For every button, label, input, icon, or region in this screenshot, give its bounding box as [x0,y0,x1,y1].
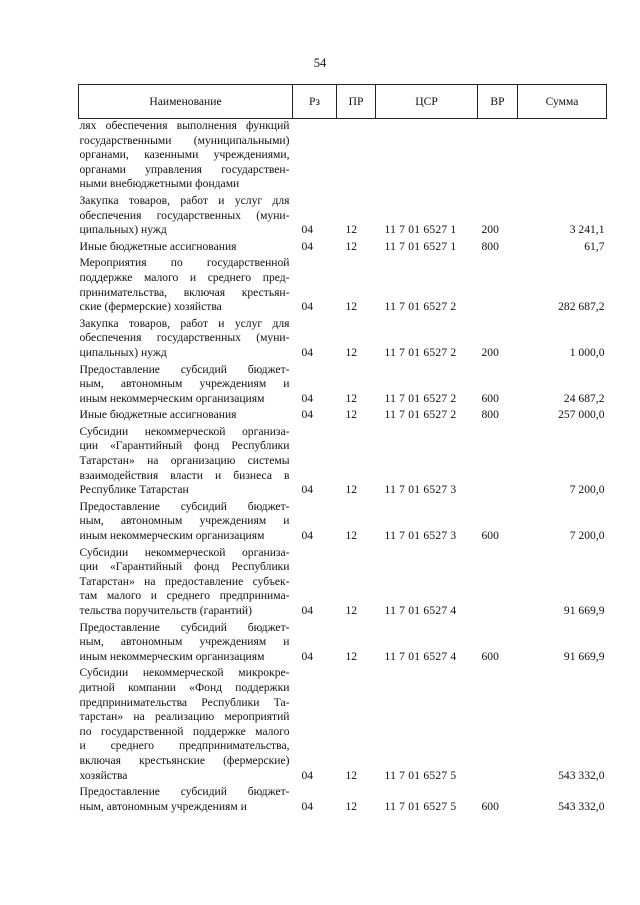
row-rz-cell: 04 [301,483,314,497]
budget-table [78,84,607,816]
row-name-cell [79,119,293,194]
row-name-line: дитной компании «Фонд поддержки [79,680,290,694]
row-name-line: иным некоммерческим организациям [79,391,265,405]
row-vr-cell [478,666,518,785]
row-name-line: государственными (муниципальными) [79,133,290,147]
row-name-line: ным, автономным учреждениям и [79,514,290,528]
row-name-line: Иные бюджетные ассигнования [79,408,237,422]
row-name-line: тарстан» на реализацию мероприятий [79,710,290,724]
column-header-name: Наименование [79,85,293,119]
row-name-cell [79,666,293,785]
row-pr-cell: 12 [345,345,358,359]
table-row [79,363,607,409]
row-name-line: органами, казенными учреждениями, [79,148,290,162]
row-vr-cell: 800 [481,408,499,422]
row-name-line: включая крестьянские (фермерские) [79,753,290,767]
row-name-cell [79,317,293,363]
row-name-line: Предоставление субсидий бюджет- [79,499,290,513]
budget-table-container [78,84,606,816]
row-name-line: ным, автономным учреждениям и [79,799,247,813]
row-name-line: ции «Гарантийный фонд Республики [79,560,290,574]
row-name-line: Татарстан» на организацию системы [79,454,290,468]
row-name-line: Субсидии некоммерческой микрокре- [79,666,290,680]
row-pr-cell: 12 [345,529,358,543]
table-header [79,85,607,119]
table-row [79,425,607,500]
row-name-line: ципальных) нужд [79,345,167,359]
row-rz-cell: 04 [301,239,314,253]
row-name-line: тельства поручительств (гарантий) [79,604,252,617]
row-pr-cell [337,119,376,194]
row-sum-cell: 543 332,0 [558,799,605,813]
row-name-line: Мероприятия по государственной [79,256,290,270]
row-name-line: Предоставление субсидий бюджет- [79,785,290,799]
row-sum-cell: 3 241,1 [569,223,605,237]
row-name-cell [79,194,293,240]
row-name-line: там малого и среднего предпринима- [79,589,290,603]
row-name-cell [79,408,293,425]
row-rz-cell: 04 [301,300,314,314]
row-csr-cell: 11 7 01 6527 3 [384,529,457,543]
row-pr-cell: 12 [345,223,358,237]
row-name-line: Субсидии некоммерческой организа- [79,424,290,438]
table-row [79,194,607,240]
row-csr-cell: 11 7 01 6527 2 [384,345,457,359]
row-csr-cell: 11 7 01 6527 2 [384,300,457,314]
row-name-line: Республике Татарстан [79,483,189,497]
table-row [79,546,607,621]
row-sum-cell: 257 000,0 [558,408,605,422]
row-vr-cell [478,425,518,500]
row-name-cell [79,256,293,316]
row-name-line: принимательства, включая крестьян- [79,285,290,299]
row-csr-cell: 11 7 01 6527 2 [384,391,457,405]
row-pr-cell: 12 [345,391,358,405]
table-row [79,317,607,363]
table-body [79,119,607,817]
table-row [79,666,607,785]
table-row [79,408,607,425]
row-sum-cell: 1 000,0 [569,345,605,359]
row-sum-cell: 7 200,0 [569,529,605,543]
row-vr-cell: 600 [481,391,499,405]
row-name-line: предпринимательства Республики Та- [79,695,290,709]
table-row [79,785,607,816]
row-sum-cell: 543 332,0 [558,768,605,782]
row-vr-cell [478,546,518,621]
row-name-cell [79,425,293,500]
row-name-cell [79,621,293,667]
row-vr-cell [478,119,518,194]
column-header-vr: ВР [478,85,518,119]
row-vr-cell: 600 [481,799,499,813]
row-vr-cell: 600 [481,529,499,543]
row-name-line: поддержке малого и среднего пред- [79,270,290,284]
row-rz-cell: 04 [301,391,314,405]
row-name-line: Предоставление субсидий бюджет- [79,620,290,634]
row-name-cell [79,546,293,621]
row-name-line: хозяйства [79,768,128,782]
row-rz-cell: 04 [301,768,314,782]
row-sum-cell [518,119,607,194]
row-pr-cell: 12 [345,799,358,813]
row-name-line: ские (фермерские) хозяйства [79,300,222,314]
row-pr-cell: 12 [345,483,358,497]
row-sum-cell: 282 687,2 [558,300,605,314]
row-name-line: Закупка товаров, работ и услуг для [79,193,290,207]
row-name-line: взаимодействия власти и бизнеса в [79,468,290,482]
row-name-line: ции «Гарантийный фонд Республики [79,439,290,453]
row-csr-cell: 11 7 01 6527 1 [384,239,457,253]
column-header-csr: ЦСР [376,85,478,119]
row-name-line: и среднего предпринимательства, [79,739,290,753]
row-name-cell [79,240,293,257]
row-rz-cell: 04 [301,649,314,663]
row-vr-cell [478,256,518,316]
row-csr-cell: 11 7 01 6527 4 [384,604,457,617]
row-vr-cell: 200 [481,345,499,359]
row-rz-cell: 04 [301,408,314,422]
row-name-line: по государственной поддержке малого [79,724,290,738]
row-name-line: Татарстан» на предоставление субъек- [79,574,290,588]
row-name-line: Закупка товаров, работ и услуг для [79,316,290,330]
page-number: 54 [313,56,327,70]
row-name-line: ным, автономным учреждениям и [79,377,290,391]
row-vr-cell: 600 [481,649,499,663]
row-rz-cell [293,119,337,194]
row-csr-cell: 11 7 01 6527 1 [384,223,457,237]
row-pr-cell: 12 [345,604,358,617]
row-name-line: лях обеспечения выполнения функций [79,119,290,132]
row-sum-cell: 91 669,9 [563,604,605,617]
row-rz-cell: 04 [301,345,314,359]
row-rz-cell: 04 [301,604,314,617]
row-name-line: Субсидии некоммерческой организа- [79,545,290,559]
row-name-line: обеспечения государственных (муни- [79,208,290,222]
row-sum-cell: 24 687,2 [563,391,605,405]
table-row [79,500,607,546]
row-name-line: Предоставление субсидий бюджет- [79,362,290,376]
row-name-line: ным, автономным учреждениям и [79,635,290,649]
row-name-line: Иные бюджетные ассигнования [79,239,237,253]
row-name-line: обеспечения государственных (муни- [79,331,290,345]
row-vr-cell: 800 [481,239,499,253]
row-csr-cell: 11 7 01 6527 5 [384,768,457,782]
row-csr-cell: 11 7 01 6527 3 [384,483,457,497]
row-pr-cell: 12 [345,768,358,782]
row-name-cell [79,363,293,409]
column-header-pr: ПР [337,85,376,119]
row-name-line: ципальных) нужд [79,223,167,237]
row-pr-cell: 12 [345,408,358,422]
row-vr-cell: 200 [481,223,499,237]
row-pr-cell: 12 [345,649,358,663]
row-rz-cell: 04 [301,799,314,813]
column-header-sum: Сумма [518,85,607,119]
table-row [79,240,607,257]
table-row [79,119,607,194]
row-sum-cell: 91 669,9 [563,649,605,663]
table-row [79,621,607,667]
row-name-line: органами управления государствен- [79,162,290,176]
row-name-cell [79,785,293,816]
row-pr-cell: 12 [345,239,358,253]
column-header-rz: Рз [293,85,337,119]
row-name-line: иным некоммерческим организациям [79,649,265,663]
row-csr-cell: 11 7 01 6527 2 [384,408,457,422]
row-csr-cell: 11 7 01 6527 5 [384,799,457,813]
row-csr-cell: 11 7 01 6527 4 [384,649,457,663]
row-rz-cell: 04 [301,223,314,237]
row-name-line: иным некоммерческим организациям [79,529,265,543]
row-name-line: ными внебюджетными фондами [79,177,240,191]
table-row [79,256,607,316]
row-pr-cell: 12 [345,300,358,314]
row-sum-cell: 61,7 [584,239,605,253]
row-rz-cell: 04 [301,529,314,543]
row-name-cell [79,500,293,546]
row-sum-cell: 7 200,0 [569,483,605,497]
row-csr-cell [376,119,478,194]
